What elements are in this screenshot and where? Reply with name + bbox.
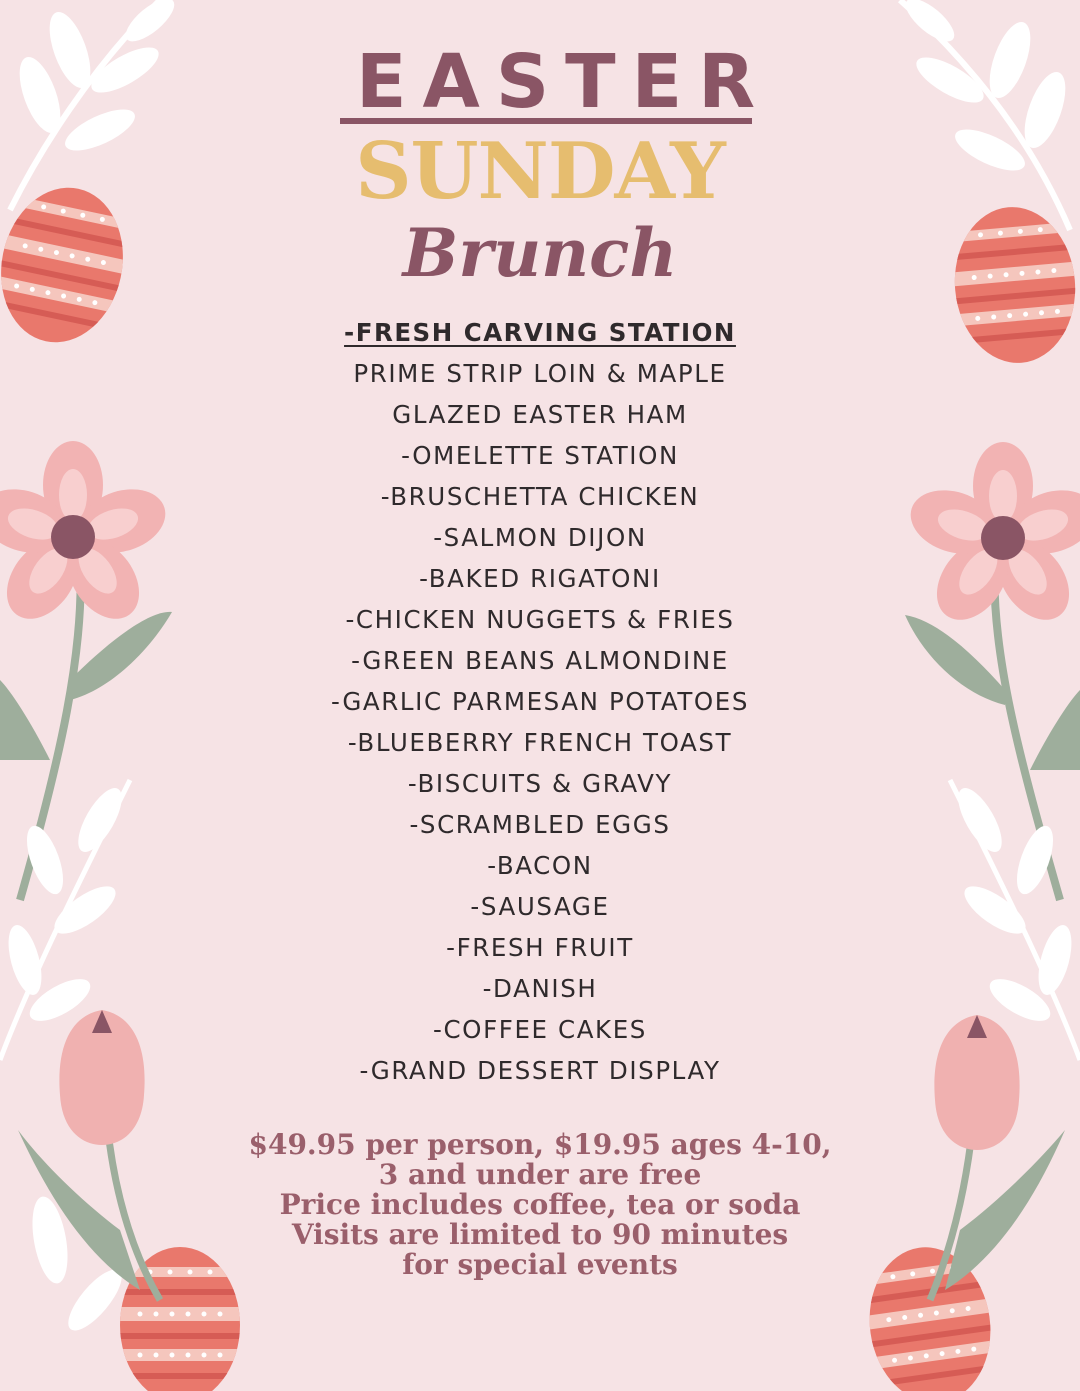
title-sunday: SUNDAY (355, 126, 725, 217)
menu-item: -FRESH CARVING STATION (344, 318, 736, 347)
title-brunch: Brunch (402, 214, 678, 292)
menu-item: PRIME STRIP LOIN & MAPLE (353, 359, 727, 388)
menu-item: -BRUSCHETTA CHICKEN (380, 482, 700, 511)
menu-item: -BACON (487, 851, 593, 880)
menu-item: -FRESH FRUIT (446, 933, 634, 962)
menu-item: -SCRAMBLED EGGS (409, 810, 671, 839)
menu-item: -GREEN BEANS ALMONDINE (351, 646, 729, 675)
menu-item: -OMELETTE STATION (401, 441, 679, 470)
menu-item: -SAUSAGE (470, 892, 610, 921)
menu-item: GLAZED EASTER HAM (392, 400, 688, 429)
pricing-notes (0, 1130, 1080, 1280)
menu-item: -CHICKEN NUGGETS & FRIES (345, 605, 735, 634)
visit-limit-note: Visits are limited to 90 minutes (291, 1218, 789, 1251)
menu-item: -BAKED RIGATONI (419, 564, 661, 593)
menu-item: -BLUEBERRY FRENCH TOAST (347, 728, 733, 757)
menu-item: -COFFEE CAKES (433, 1015, 647, 1044)
visit-limit-note: for special events (402, 1248, 678, 1281)
menu-item: -DANISH (482, 974, 598, 1003)
drinks-note: Price includes coffee, tea or soda (279, 1188, 801, 1221)
menu-list (0, 312, 1080, 1091)
title-easter: EASTER (340, 40, 752, 124)
price-line: $49.95 per person, $19.95 ages 4-10, (248, 1128, 832, 1161)
menu-item: -GARLIC PARMESAN POTATOES (330, 687, 750, 716)
menu-item: -BISCUITS & GRAVY (407, 769, 673, 798)
menu-item: -GRAND DESSERT DISPLAY (359, 1056, 721, 1085)
price-line: 3 and under are free (378, 1158, 702, 1191)
menu-item: -SALMON DIJON (433, 523, 647, 552)
